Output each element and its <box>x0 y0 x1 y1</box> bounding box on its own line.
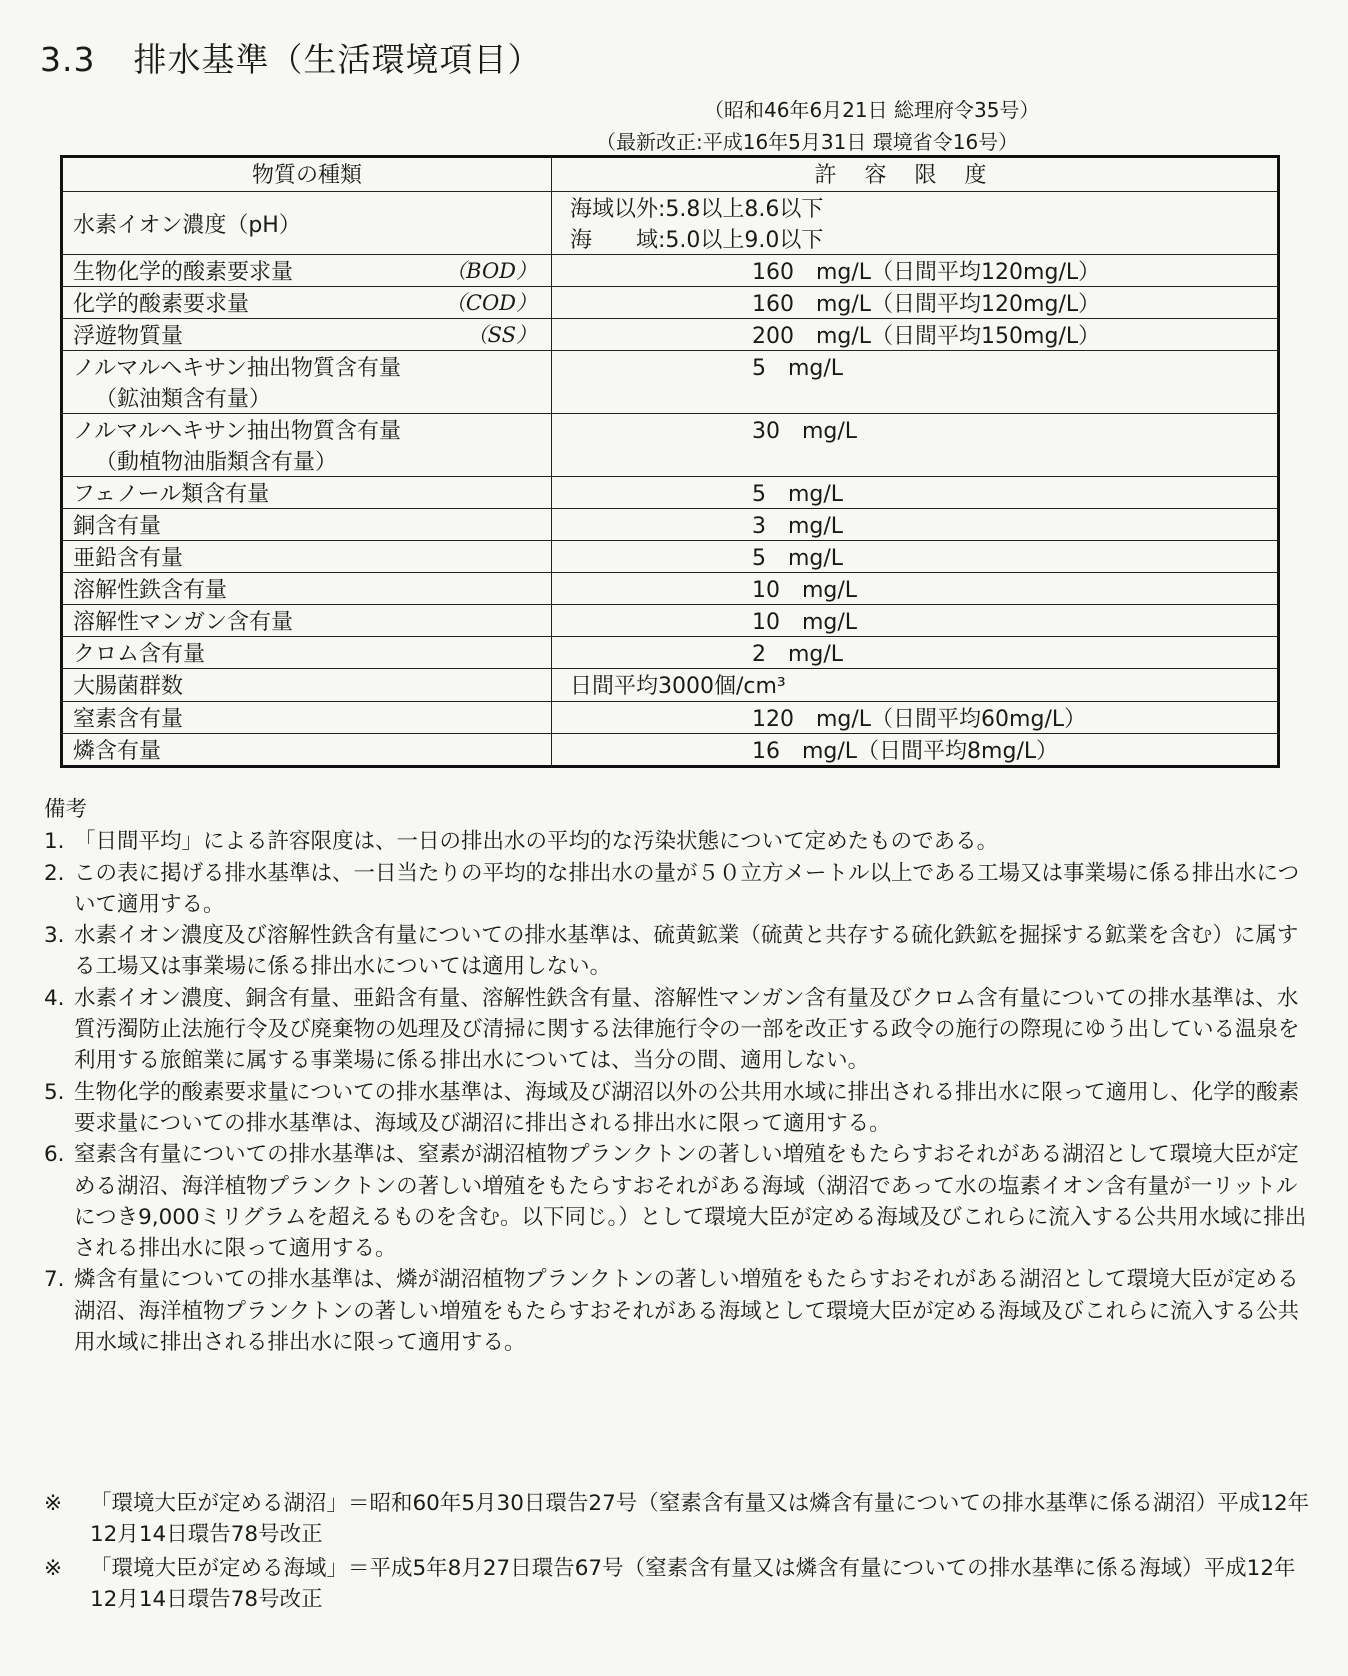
reference-mark: ※ <box>44 1555 63 1581</box>
table-row <box>62 414 1279 477</box>
remark-number: 4. <box>44 985 65 1011</box>
section-number: 3.3 <box>40 40 96 79</box>
remark-number: 7. <box>44 1267 65 1293</box>
limit-value: 5 mg/L <box>752 482 844 507</box>
substance-name: 窒素含有量 <box>73 707 184 732</box>
limit-value: 120 mg/L（日間平均60mg/L） <box>752 707 1087 732</box>
substance-cell <box>62 255 552 287</box>
substance-subname: （鉱油類含有量） <box>95 387 272 412</box>
references-section <box>44 1488 1314 1617</box>
substance-cell <box>62 573 552 605</box>
remarks-section <box>44 794 1314 1358</box>
limit-value: 日間平均3000個/cm³ <box>570 674 786 699</box>
table-row <box>62 319 1279 351</box>
substance-name: クロム含有量 <box>73 642 206 667</box>
limit-value: 30 mg/L <box>752 419 858 444</box>
substance-abbreviation: （COD） <box>444 291 537 315</box>
limit-cell <box>552 414 1279 477</box>
limit-cell <box>552 605 1279 637</box>
substance-name: 生物化学的酸素要求量 <box>73 260 294 285</box>
substance-subname: （動植物油脂類含有量） <box>95 450 338 475</box>
table-row <box>62 573 1279 605</box>
remark-number: 5. <box>44 1079 65 1105</box>
substance-name: 化学的酸素要求量 <box>73 292 250 317</box>
substance-cell <box>62 287 552 319</box>
substance-cell <box>62 192 552 255</box>
remark-number: 6. <box>44 1142 65 1168</box>
limit-value: 海域以外:5.8以上8.6以下 <box>570 197 824 222</box>
limit-cell <box>552 287 1279 319</box>
remark-number: 3. <box>44 923 65 949</box>
limit-value: 200 mg/L（日間平均150mg/L） <box>752 324 1101 349</box>
reference-text: 「環境大臣が定める海域」＝平成5年8月27日環告67号（窒素含有量又は燐含有量についての排水基準に係る海域）平成12年12月14日環告78号改正 <box>90 1555 1296 1612</box>
limit-value: 2 mg/L <box>752 642 844 667</box>
citation-amended: （最新改正:平成16年5月31日 環境省令16号） <box>596 130 1019 154</box>
section-heading <box>40 34 541 81</box>
table-row <box>62 477 1279 509</box>
effluent-standards-table <box>60 155 1280 768</box>
remark-note <box>44 858 1314 921</box>
table-row <box>62 637 1279 669</box>
remark-text: 水素イオン濃度及び溶解性鉄含有量についての排水基準は、硫黄鉱業（硫黄と共存する硫化鉄鉱を掘採する鉱業を含む）に属する工場又は事業場に係る排出水については適用しない。 <box>74 923 1299 980</box>
substance-cell <box>62 414 552 477</box>
substance-cell <box>62 319 552 351</box>
remark-text: 「日間平均」による許容限度は、一日の排出水の平均的な汚染状態について定めたものである。 <box>74 829 999 855</box>
remark-text: 水素イオン濃度、銅含有量、亜鉛含有量、溶解性鉄含有量、溶解性マンガン含有量及びクロム含有量についての排水基準は、水質汚濁防止法施行令及び廃棄物の処理及び清掃に関する法律施行令の一部を改正する政令の施行の際現にゆう出している温泉を利用する旅館業に属する事業場に係る排出水については、当分の間、適用しない。 <box>74 985 1300 1074</box>
limit-cell <box>552 509 1279 541</box>
substance-name: 浮遊物質量 <box>73 324 184 349</box>
citation-enacted: （昭和46年6月21日 総理府令35号） <box>704 98 1040 122</box>
limit-value: 10 mg/L <box>752 578 858 603</box>
limit-cell <box>552 192 1279 255</box>
remark-note <box>44 920 1314 983</box>
limit-value: 5 mg/L <box>752 546 844 571</box>
section-title: 排水基準（生活環境項目） <box>133 40 542 79</box>
remarks-list <box>44 826 1314 1358</box>
substance-name: 大腸菌群数 <box>73 674 184 699</box>
substance-abbreviation: （BOD） <box>445 259 537 283</box>
limit-value: 16 mg/L（日間平均8mg/L） <box>752 739 1059 764</box>
substance-name: 燐含有量 <box>73 739 162 764</box>
substance-name: 溶解性マンガン含有量 <box>73 610 294 635</box>
remark-number: 2. <box>44 860 65 886</box>
limit-value: 海 域:5.0以上9.0以下 <box>570 228 824 253</box>
limit-cell <box>552 351 1279 414</box>
limit-cell <box>552 477 1279 509</box>
substance-cell <box>62 477 552 509</box>
substance-cell <box>62 637 552 669</box>
header-limit: 許容限度 <box>552 157 1279 192</box>
table-row <box>62 605 1279 637</box>
reference-mark: ※ <box>44 1491 63 1516</box>
reference-note <box>44 1488 1314 1551</box>
limit-value: 160 mg/L（日間平均120mg/L） <box>752 292 1101 317</box>
remark-text: 生物化学的酸素要求量についての排水基準は、海域及び湖沼以外の公共用水域に排出される排出水に限って適用し、化学的酸素要求量についての排水基準は、海域及び湖沼に排出される排出水に限って適用する。 <box>74 1079 1300 1136</box>
substance-name: ノルマルヘキサン抽出物質含有量 <box>73 419 402 444</box>
limit-value: 10 mg/L <box>752 610 858 635</box>
remarks-title: 備考 <box>44 797 88 822</box>
remark-note <box>44 826 1314 857</box>
substance-name: ノルマルヘキサン抽出物質含有量 <box>73 356 402 381</box>
table-row <box>62 255 1279 287</box>
limit-cell <box>552 702 1279 734</box>
substance-name: フェノール類含有量 <box>73 482 270 507</box>
reference-text: 「環境大臣が定める湖沼」＝昭和60年5月30日環告27号（窒素含有量又は燐含有量についての排水基準に係る湖沼）平成12年12月14日環告78号改正 <box>90 1491 1310 1548</box>
remark-note <box>44 983 1314 1077</box>
remark-text: この表に掲げる排水基準は、一日当たりの平均的な排出水の量が５０立方メートル以上である工場又は事業場に係る排出水について適用する。 <box>74 860 1300 917</box>
limit-value: 3 mg/L <box>752 514 844 539</box>
substance-cell <box>62 509 552 541</box>
substance-cell <box>62 351 552 414</box>
limit-cell <box>552 255 1279 287</box>
limit-cell <box>552 734 1279 767</box>
table-row <box>62 541 1279 573</box>
remark-number: 1. <box>44 829 65 855</box>
limit-value: 5 mg/L <box>752 356 844 381</box>
substance-name: 亜鉛含有量 <box>73 546 184 571</box>
remark-text: 窒素含有量についての排水基準は、窒素が湖沼植物プランクトンの著しい増殖をもたらすおそれがある湖沼として環境大臣が定める湖沼、海洋植物プランクトンの著しい増殖をもたらすおそれがある海域（湖沼であって水の塩素イオン含有量が一リットルにつき9,000ミリグラムを超えるものを含む。以下同じ。）として環境大臣が定める海域及びこれらに流入する公共用水域に排出される排出水に限って適用する。 <box>74 1142 1307 1262</box>
substance-cell <box>62 541 552 573</box>
table-body <box>62 192 1279 767</box>
limit-cell <box>552 319 1279 351</box>
substance-cell <box>62 605 552 637</box>
substance-name: 水素イオン濃度（pH） <box>73 212 301 238</box>
remark-text: 燐含有量についての排水基準は、燐が湖沼植物プランクトンの著しい増殖をもたらすおそれがある湖沼として環境大臣が定める湖沼、海洋植物プランクトンの著しい増殖をもたらすおそれがある海域として環境大臣が定める海域及びこれらに流入する公共用水域に排出される排出水に限って適用する。 <box>74 1267 1300 1356</box>
table-row <box>62 287 1279 319</box>
substance-abbreviation: （SS） <box>466 323 537 347</box>
limit-cell <box>552 669 1279 702</box>
header-substance: 物質の種類 <box>62 157 552 192</box>
reference-note <box>44 1553 1314 1616</box>
limit-cell <box>552 573 1279 605</box>
substance-cell <box>62 669 552 702</box>
remark-note <box>44 1139 1314 1264</box>
table-row <box>62 351 1279 414</box>
substance-name: 溶解性鉄含有量 <box>73 578 228 603</box>
limit-cell <box>552 541 1279 573</box>
table-row <box>62 509 1279 541</box>
limit-value: 160 mg/L（日間平均120mg/L） <box>752 260 1101 285</box>
limit-cell <box>552 637 1279 669</box>
substance-cell <box>62 702 552 734</box>
table-header-row <box>62 157 1279 192</box>
table-row <box>62 669 1279 702</box>
table-row <box>62 734 1279 767</box>
remark-note <box>44 1077 1314 1140</box>
table-row <box>62 192 1279 255</box>
table-row <box>62 702 1279 734</box>
substance-name: 銅含有量 <box>73 514 162 539</box>
remark-note <box>44 1264 1314 1358</box>
substance-cell <box>62 734 552 767</box>
